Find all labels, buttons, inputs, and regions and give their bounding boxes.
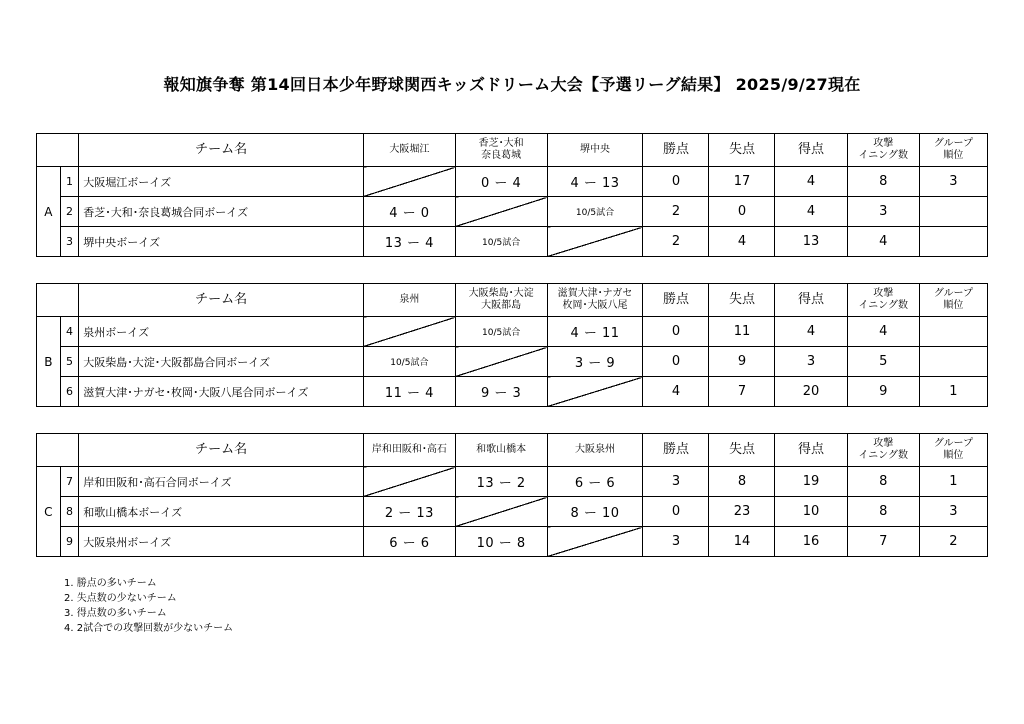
header-opponent-line: 奈良葛城 [481, 150, 522, 161]
table-row [37, 167, 988, 197]
header-team-name: チーム名 [79, 134, 364, 167]
match-result: 2 ー 13 [363, 497, 455, 527]
runs-allowed: 4 [709, 227, 775, 257]
group-rank: 3 [919, 497, 987, 527]
team-number: 8 [60, 497, 79, 527]
attack-innings: 7 [847, 527, 919, 557]
header-win-points: 勝点 [643, 434, 709, 467]
runs-scored: 20 [775, 377, 847, 407]
header-opponent [547, 134, 643, 167]
group-label: A [37, 167, 61, 257]
win-points: 4 [643, 377, 709, 407]
header-opponent-line: 香芝･大和 [478, 138, 524, 149]
table-header-row [37, 134, 988, 167]
team-number: 6 [60, 377, 79, 407]
attack-innings: 4 [847, 227, 919, 257]
match-result: 8 ー 10 [547, 497, 643, 527]
runs-allowed: 11 [709, 317, 775, 347]
table-row [37, 347, 988, 377]
note-item: 4. 2試合での攻撃回数が少ないチーム [64, 623, 234, 634]
group-rank: 1 [919, 377, 987, 407]
self-match-cell [547, 227, 643, 257]
match-scheduled: 10/5試合 [455, 227, 547, 257]
header-opponent-line: 枚岡･大阪八尾 [562, 300, 628, 311]
team-number: 2 [60, 197, 79, 227]
table-row [37, 377, 988, 407]
self-match-cell [547, 377, 643, 407]
header-opponent [455, 284, 547, 317]
header-innings-line: 攻撃 [873, 288, 894, 299]
attack-innings: 4 [847, 317, 919, 347]
self-match-cell [363, 167, 455, 197]
header-opponent-line: 大阪都島 [481, 300, 522, 311]
match-result: 0 ー 4 [455, 167, 547, 197]
table-row [37, 467, 988, 497]
header-innings [847, 434, 919, 467]
team-number: 3 [60, 227, 79, 257]
header-innings-line: イニング数 [858, 300, 908, 311]
team-name: 香芝･大和･奈良葛城合同ボーイズ [79, 197, 364, 227]
match-result: 6 ー 6 [547, 467, 643, 497]
header-runs-scored: 得点 [775, 134, 847, 167]
match-result: 9 ー 3 [455, 377, 547, 407]
header-runs-scored: 得点 [775, 284, 847, 317]
header-blank [37, 434, 79, 467]
match-result: 4 ー 11 [547, 317, 643, 347]
match-scheduled: 10/5試合 [547, 197, 643, 227]
header-innings-line: イニング数 [858, 150, 908, 161]
header-rank-line: 順位 [943, 450, 964, 461]
team-name: 堺中央ボーイズ [79, 227, 364, 257]
league-table-b [36, 283, 988, 407]
header-team-name: チーム名 [79, 434, 364, 467]
table-header-row [37, 434, 988, 467]
team-name: 泉州ボーイズ [79, 317, 364, 347]
header-opponent-line: 大阪柴島･大淀 [468, 288, 534, 299]
runs-scored: 19 [775, 467, 847, 497]
runs-scored: 10 [775, 497, 847, 527]
win-points: 0 [643, 167, 709, 197]
header-opponent [547, 284, 643, 317]
header-opponent-line: 滋賀大津･ナガセ [557, 288, 633, 299]
note-item: 2. 失点数の少ないチーム [64, 593, 177, 604]
team-number: 5 [60, 347, 79, 377]
self-match-cell [455, 497, 547, 527]
header-opponent-line: 泉州 [399, 294, 420, 305]
header-opponent [363, 434, 455, 467]
note-item: 3. 得点数の多いチーム [64, 608, 167, 619]
match-result: 4 ー 13 [547, 167, 643, 197]
team-number: 9 [60, 527, 79, 557]
header-opponent-line: 堺中央 [580, 144, 610, 155]
header-win-points: 勝点 [643, 284, 709, 317]
runs-allowed: 23 [709, 497, 775, 527]
runs-scored: 3 [775, 347, 847, 377]
team-name: 岸和田阪和･高石合同ボーイズ [79, 467, 364, 497]
table-row [37, 227, 988, 257]
header-rank [919, 134, 987, 167]
runs-allowed: 17 [709, 167, 775, 197]
team-name: 大阪堀江ボーイズ [79, 167, 364, 197]
group-label: B [37, 317, 61, 407]
self-match-cell [363, 317, 455, 347]
header-rank [919, 434, 987, 467]
table-row [37, 317, 988, 347]
header-blank [37, 284, 79, 317]
match-scheduled: 10/5試合 [455, 317, 547, 347]
header-innings [847, 134, 919, 167]
header-opponent [363, 134, 455, 167]
match-result: 11 ー 4 [363, 377, 455, 407]
header-opponent-line: 和歌山橋本 [476, 444, 527, 455]
header-runs-scored: 得点 [775, 434, 847, 467]
league-table-a [36, 133, 988, 257]
page-title: 報知旗争奪 第14回日本少年野球関西キッズドリーム大会【予選リーグ結果】 2025/9/27現在 [163, 75, 861, 94]
group-label: C [37, 467, 61, 557]
header-opponent [363, 284, 455, 317]
self-match-cell [363, 467, 455, 497]
table-row [37, 197, 988, 227]
self-match-cell [547, 527, 643, 557]
table-header-row [37, 284, 988, 317]
match-result: 13 ー 4 [363, 227, 455, 257]
header-opponent [547, 434, 643, 467]
header-opponent-line: 大阪堀江 [389, 144, 430, 155]
attack-innings: 9 [847, 377, 919, 407]
attack-innings: 8 [847, 467, 919, 497]
group-rank [919, 227, 987, 257]
self-match-cell [455, 197, 547, 227]
header-rank-line: 順位 [943, 150, 964, 161]
attack-innings: 3 [847, 197, 919, 227]
header-opponent [455, 134, 547, 167]
header-rank-line: グループ [933, 288, 974, 299]
tiebreak-notes [64, 576, 233, 636]
runs-scored: 4 [775, 317, 847, 347]
group-rank: 2 [919, 527, 987, 557]
attack-innings: 8 [847, 497, 919, 527]
group-rank [919, 197, 987, 227]
runs-allowed: 7 [709, 377, 775, 407]
team-number: 4 [60, 317, 79, 347]
match-scheduled: 10/5試合 [363, 347, 455, 377]
header-opponent [455, 434, 547, 467]
runs-scored: 13 [775, 227, 847, 257]
runs-allowed: 14 [709, 527, 775, 557]
header-innings-line: 攻撃 [873, 138, 894, 149]
header-blank [37, 134, 79, 167]
header-innings [847, 284, 919, 317]
match-result: 6 ー 6 [363, 527, 455, 557]
team-name: 和歌山橋本ボーイズ [79, 497, 364, 527]
team-name: 滋賀大津･ナガセ･枚岡･大阪八尾合同ボーイズ [79, 377, 364, 407]
win-points: 2 [643, 227, 709, 257]
league-table-c [36, 433, 988, 557]
header-innings-line: 攻撃 [873, 438, 894, 449]
win-points: 2 [643, 197, 709, 227]
match-result: 4 ー 0 [363, 197, 455, 227]
group-rank [919, 317, 987, 347]
note-item: 1. 勝点の多いチーム [64, 578, 157, 589]
header-innings-line: イニング数 [858, 450, 908, 461]
group-rank: 1 [919, 467, 987, 497]
match-result: 13 ー 2 [455, 467, 547, 497]
header-opponent-line: 岸和田阪和･高石 [371, 444, 447, 455]
win-points: 3 [643, 467, 709, 497]
team-number: 7 [60, 467, 79, 497]
header-runs-allowed: 失点 [709, 434, 775, 467]
runs-allowed: 9 [709, 347, 775, 377]
group-rank [919, 347, 987, 377]
match-result: 10 ー 8 [455, 527, 547, 557]
win-points: 3 [643, 527, 709, 557]
header-team-name: チーム名 [79, 284, 364, 317]
attack-innings: 5 [847, 347, 919, 377]
header-rank [919, 284, 987, 317]
self-match-cell [455, 347, 547, 377]
team-number: 1 [60, 167, 79, 197]
runs-allowed: 8 [709, 467, 775, 497]
header-opponent-line: 大阪泉州 [575, 444, 615, 455]
runs-scored: 16 [775, 527, 847, 557]
header-rank-line: 順位 [943, 300, 964, 311]
header-runs-allowed: 失点 [709, 284, 775, 317]
runs-scored: 4 [775, 197, 847, 227]
win-points: 0 [643, 497, 709, 527]
runs-scored: 4 [775, 167, 847, 197]
win-points: 0 [643, 347, 709, 377]
runs-allowed: 0 [709, 197, 775, 227]
match-result: 3 ー 9 [547, 347, 643, 377]
attack-innings: 8 [847, 167, 919, 197]
header-win-points: 勝点 [643, 134, 709, 167]
team-name: 大阪柴島･大淀･大阪都島合同ボーイズ [79, 347, 364, 377]
header-runs-allowed: 失点 [709, 134, 775, 167]
win-points: 0 [643, 317, 709, 347]
header-rank-line: グループ [933, 438, 974, 449]
table-row [37, 527, 988, 557]
group-rank: 3 [919, 167, 987, 197]
team-name: 大阪泉州ボーイズ [79, 527, 364, 557]
table-row [37, 497, 988, 527]
header-rank-line: グループ [933, 138, 974, 149]
